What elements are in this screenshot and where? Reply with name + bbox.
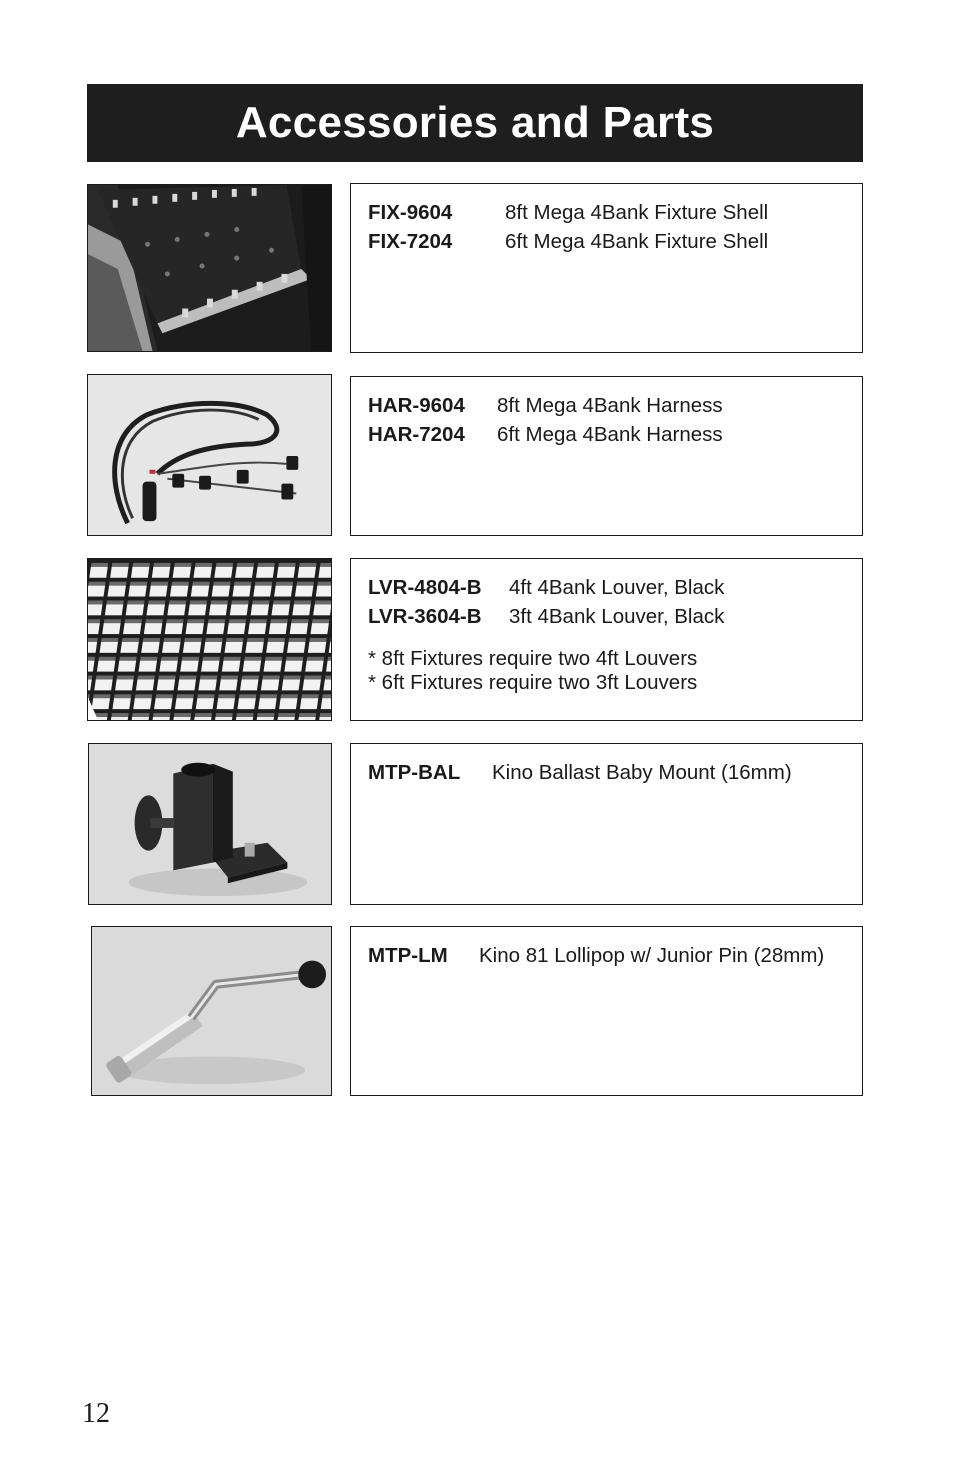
- part-row: [368, 758, 845, 787]
- louver-photo: [87, 558, 332, 721]
- part-description: Kino 81 Lollipop w/ Junior Pin (28mm): [479, 944, 825, 967]
- part-description: 4ft 4Bank Louver, Black: [509, 576, 725, 599]
- note-line: * 8ft Fixtures require two 4ft Louvers: [368, 647, 698, 670]
- title-banner: [87, 84, 863, 162]
- lollipop-photo: [91, 926, 332, 1096]
- part-code: HAR-9604: [368, 394, 465, 417]
- part-row: [368, 420, 845, 449]
- part-description: 6ft Mega 4Bank Harness: [497, 423, 723, 446]
- part-row: [368, 573, 845, 602]
- part-row: [368, 391, 845, 420]
- part-description: 8ft Mega 4Bank Harness: [497, 394, 723, 417]
- part-code: HAR-7204: [368, 423, 465, 446]
- harness-photo: [87, 374, 332, 536]
- page-title: Accessories and Parts: [235, 98, 715, 147]
- baby-mount-photo: [88, 743, 332, 905]
- harness-parts-box: [350, 376, 863, 536]
- note-line: * 6ft Fixtures require two 3ft Louvers: [368, 671, 698, 694]
- part-code: FIX-9604: [368, 201, 453, 224]
- part-code: FIX-7204: [368, 230, 453, 253]
- part-code: LVR-3604-B: [368, 605, 482, 628]
- part-code: MTP-LM: [368, 944, 448, 967]
- fixture-shell-photo: [87, 184, 332, 352]
- part-description: 8ft Mega 4Bank Fixture Shell: [505, 201, 769, 224]
- part-description: 6ft Mega 4Bank Fixture Shell: [505, 230, 769, 253]
- baby-mount-parts-box: [350, 743, 863, 905]
- part-code: MTP-BAL: [368, 761, 461, 784]
- page-number: 12: [82, 1398, 110, 1429]
- part-description: Kino Ballast Baby Mount (16mm): [492, 761, 792, 784]
- part-row: [368, 602, 845, 631]
- louver-notes: [368, 647, 845, 695]
- louver-parts-box: [350, 558, 863, 721]
- part-code: LVR-4804-B: [368, 576, 482, 599]
- lollipop-parts-box: [350, 926, 863, 1096]
- part-description: 3ft 4Bank Louver, Black: [509, 605, 725, 628]
- fixture-shell-parts-box: [350, 183, 863, 353]
- part-row: [368, 941, 845, 970]
- part-row: [368, 198, 845, 227]
- part-row: [368, 227, 845, 256]
